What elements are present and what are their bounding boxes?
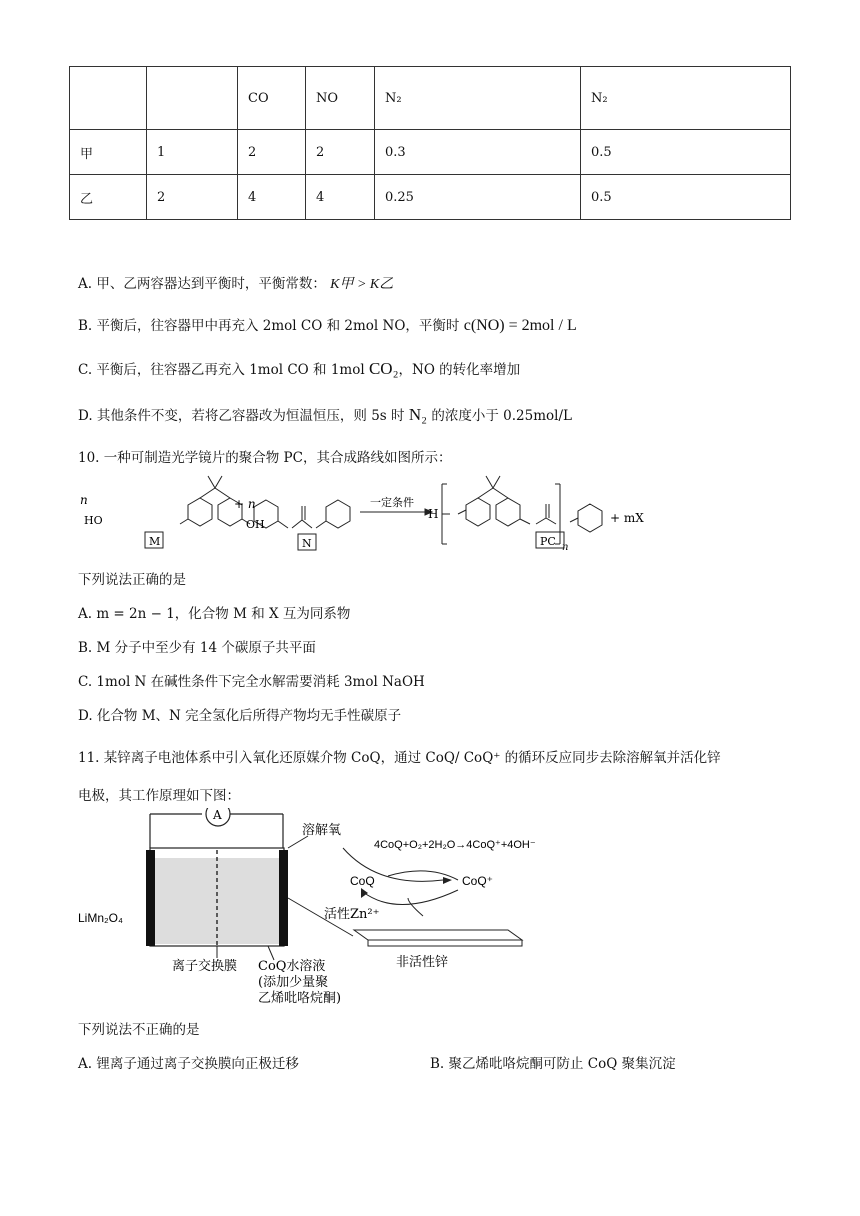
solution-label-1: CoQ水溶液	[258, 959, 326, 974]
table-row	[70, 175, 791, 220]
table-row	[70, 130, 791, 175]
label-ho: HO	[84, 514, 103, 527]
coef-plus-n: + n	[234, 497, 256, 511]
table-cell: N₂	[581, 67, 791, 130]
arrow-condition: 一定条件	[370, 496, 414, 509]
q9-option-b	[78, 314, 577, 335]
inactive-zinc-label: 非活性锌	[396, 955, 449, 970]
table-cell	[70, 67, 147, 130]
coef-n: n	[80, 493, 88, 507]
table-cell: N₂	[375, 67, 581, 130]
plus-mx: + mX	[610, 511, 644, 525]
q9-option-a	[78, 272, 393, 293]
table-cell: 0.25	[375, 175, 581, 220]
coq-plus-label: CoQ⁺	[462, 874, 494, 888]
solution-label-2: (添加少量聚	[258, 975, 329, 990]
label-n-box: N	[302, 537, 312, 550]
q10-option-b: B. M 分子中至少有 14 个碳原子共平面	[78, 640, 316, 656]
table-cell: 甲	[70, 130, 147, 175]
q11-stem-line1: 11. 某锌离子电池体系中引入氧化还原媒介物 CoQ，通过 CoQ/ CoQ⁺ 的循环反应同步去除溶解氧并活化锌	[78, 750, 721, 766]
q10-ask: 下列说法正确的是	[78, 572, 186, 588]
table-header-row	[70, 67, 791, 130]
option-text: 的浓度小于 0.25mol/L	[431, 408, 572, 424]
q11-option-b: B. 聚乙烯吡咯烷酮可防止 CoQ 聚集沉淀	[430, 1056, 676, 1072]
option-text: C. 平衡后，往容器乙再充入 1mol CO 和 1mol	[78, 362, 365, 378]
equilibrium-table	[69, 66, 791, 220]
table-cell: 4	[238, 175, 306, 220]
q9-option-c	[78, 358, 520, 379]
table-cell: 2	[147, 175, 238, 220]
option-text: D. 其他条件不变，若将乙容器改为恒温恒压，则 5s 时	[78, 408, 405, 424]
option-expr: N₂	[408, 405, 428, 424]
reaction-equation: 4CoQ+O₂+2H₂O→4CoQ⁺+4OH⁻	[374, 839, 536, 851]
option-text: ，NO 的转化率增加	[398, 362, 521, 378]
option-expr: K甲 > K乙	[330, 277, 394, 292]
option-text: A. 甲、乙两容器达到平衡时，平衡常数：	[78, 276, 326, 292]
solution-label-3: 乙烯吡咯烷酮)	[258, 991, 342, 1006]
coq-label: CoQ	[350, 874, 375, 888]
pc-synthesis-scheme	[70, 470, 710, 560]
table-cell: 0.3	[375, 130, 581, 175]
q10-option-d: D. 化合物 M、N 完全氢化后所得产物均无手性碳原子	[78, 708, 402, 724]
table-cell: NO	[306, 67, 375, 130]
q11-ask: 下列说法不正确的是	[78, 1022, 200, 1038]
q11-option-a: A. 锂离子通过离子交换膜向正极迁移	[78, 1056, 299, 1072]
option-expr: CO₂	[368, 359, 399, 378]
table-cell: 2	[238, 130, 306, 175]
ammeter-label: A	[213, 808, 222, 822]
active-zinc-label: 活性Zn²⁺	[324, 907, 380, 922]
table-cell: 0.5	[581, 130, 791, 175]
label-m: M	[149, 535, 161, 548]
subscript-n: n	[562, 542, 569, 553]
option-expr: c(NO) = 2mol / L	[463, 317, 577, 334]
label-oh: OH	[246, 518, 265, 531]
membrane-label: 离子交换膜	[172, 959, 238, 974]
q10-stem: 10. 一种可制造光学镜片的聚合物 PC，其合成路线如图所示：	[78, 450, 452, 466]
q10-option-a: A. m = 2n − 1，化合物 M 和 X 互为同系物	[78, 606, 351, 622]
table-cell: 1	[147, 130, 238, 175]
label-pc: PC	[540, 535, 556, 548]
option-text: B. 平衡后，往容器甲中再充入 2mol CO 和 2mol NO，平衡时	[78, 318, 460, 334]
dissolved-oxygen-label: 溶解氧	[302, 823, 342, 838]
table-cell: 4	[306, 175, 375, 220]
table-cell: 0.5	[581, 175, 791, 220]
label-h: H	[428, 507, 439, 521]
battery-diagram	[78, 808, 598, 1014]
q10-option-c: C. 1mol N 在碱性条件下完全水解需要消耗 3mol NaOH	[78, 674, 425, 690]
q11-stem-line2: 电极，其工作原理如下图：	[78, 788, 240, 804]
table-cell: 乙	[70, 175, 147, 220]
table-cell: CO	[238, 67, 306, 130]
q9-option-d	[78, 404, 572, 425]
electrode-label: LiMn₂O₄	[78, 911, 123, 925]
table-cell: 2	[306, 130, 375, 175]
table-cell	[147, 67, 238, 130]
